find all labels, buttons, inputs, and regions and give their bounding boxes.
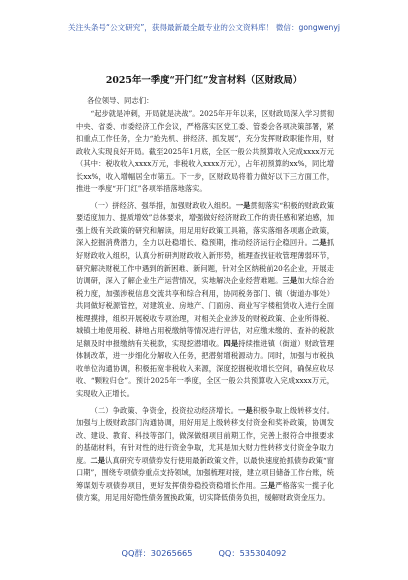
paragraph-section-2 [76,405,334,505]
section-1-point-1-marker: 一是 [235,200,251,210]
document-body [76,108,334,505]
section-1-point-2: 抓好财政收入组织，认真分析研判财政收入新形势，梳理查找征收管理薄弱环节，研究解决财税工作中遇到的新困难、新问题，针对全区纳税前20名企业，开展走访调研，深入了解企业生产运营情况，实地解决企业经营难题。 [76,238,334,286]
section-1-point-4-marker: 四是 [223,338,239,348]
section-2-point-3-marker: 三是 [260,480,276,490]
promo-banner[interactable]: 关注头条号“公文研究”，获得最新最全最专业的公文资料库！ 微信：gongwenyj [68,23,340,32]
section-2-lead: （二）争政策、争资金，投资拉动经济增长。 [90,405,239,415]
qq-number[interactable]: 535304092 [239,548,287,558]
section-1-point-3-marker: 三是 [282,276,298,286]
section-2-point-1-marker: 一是 [238,405,253,415]
qq-group-label: QQ群： [121,548,151,558]
document-title: 2025年一季度“开门红”发言材料（区财政局） [105,75,303,86]
paragraph-section-1 [76,200,334,401]
paragraph-intro: “起步就是冲刺，开局就是决战”。2025年开年以来，区财政局深入学习贯彻中央、省委、市委经济工作会议，严格落实区党工委、管委会各项决策部署，紧扣重点工作任务，全力“抢先机、拼经济、抓发展”，充分发挥财政职能作用，财政收入实现良好开局。截至2025年1月底，全区一般公共预算收入完成xxxx万元（其中：税收收入xxxx万元，非税收入xxxx万元），占年初预算的xx%，同比增长xx%，收入增幅居全市第五。下一步，区财政局将着力做好以下三方面工作，推进一季度“开门红”各项举措落地落实。 [76,109,334,194]
section-2-point-2: 认真研究专项债券发行使用最新政策文件，以最快速度抢抓债券政策“窗口期”，围绕专项债券重点支持领域，加强梳理对接，建立项目储备工作台账，统筹谋划专项债券项目，更好发挥债券稳投资稳增长作用。 [76,455,334,490]
section-2-point-3: 严格落实一揽子化债方案，用足用好隐性债务置换政策，切实降低债务负担，缓解财政资金压力。 [76,480,334,503]
section-1-point-2-marker: 二是 [311,238,327,248]
section-1-point-1: 贯彻落实“积极的财政政策要适度加力、提质增效”总体要求，增强做好经济财政工作的责任感和紧迫感，加强上级有关政策的研究和解读，用足用好政策工具箱，落实落细各项惠企政策，深入挖掘消费潜力，全力以赴稳增长、稳预期，推动经济运行企稳回升。 [76,200,334,248]
section-2-point-1: 积极争取上级转移支付。加强与上级财政部门沟通协调，用好用足上级转移支付资金和奖补政策，协调发改、建设、教育、科技等部门，做深做细项目前期工作，完善上报符合申报要求的基础材料，有针对性的进行资金争取，尤其是加大财力性转移支付资金争取力度。 [76,405,334,465]
section-1-point-3: 加大综合治税力度，加强涉税信息交流共享和综合利用，协同税务部门、镇（街道办事处）共同做好税源管控，对建筑业、房地产、门面房、商业写字楼租赁收入进行全面梳理摸排，组织开展税收专项治理，对相关企业涉及的财税政策、企业所得税、城镇土地使用税、耕地占用税缴纳等情况进行评估，对应缴未缴的、查补的税款足额及时申报缴纳有关税款，实现挖潜增收。 [76,276,334,348]
salutation: 各位领导、同志们： [87,96,154,105]
qq-label: QQ： [218,548,240,558]
section-1-point-4: 持续推进镇（街道）财政管理体制改革，进一步细化分解收入任务，把潜射增税源动力。同时，加强与市税执收单位沟通协调，积极拓宽非税收入来源，深度挖掘税收增长空间，确保应收尽收、“颗粒归仓”。预计2025年一季度，全区一般公共预算收入完成xxxx万元，实现收入正增长。 [76,338,334,399]
qq-group-number[interactable]: 30265665 [150,548,193,558]
section-1-lead: （一）拼经济、强举措，加强财政收入组织。 [90,200,236,210]
contact-footer [0,548,408,559]
section-2-point-2-marker: 二是 [90,455,106,465]
